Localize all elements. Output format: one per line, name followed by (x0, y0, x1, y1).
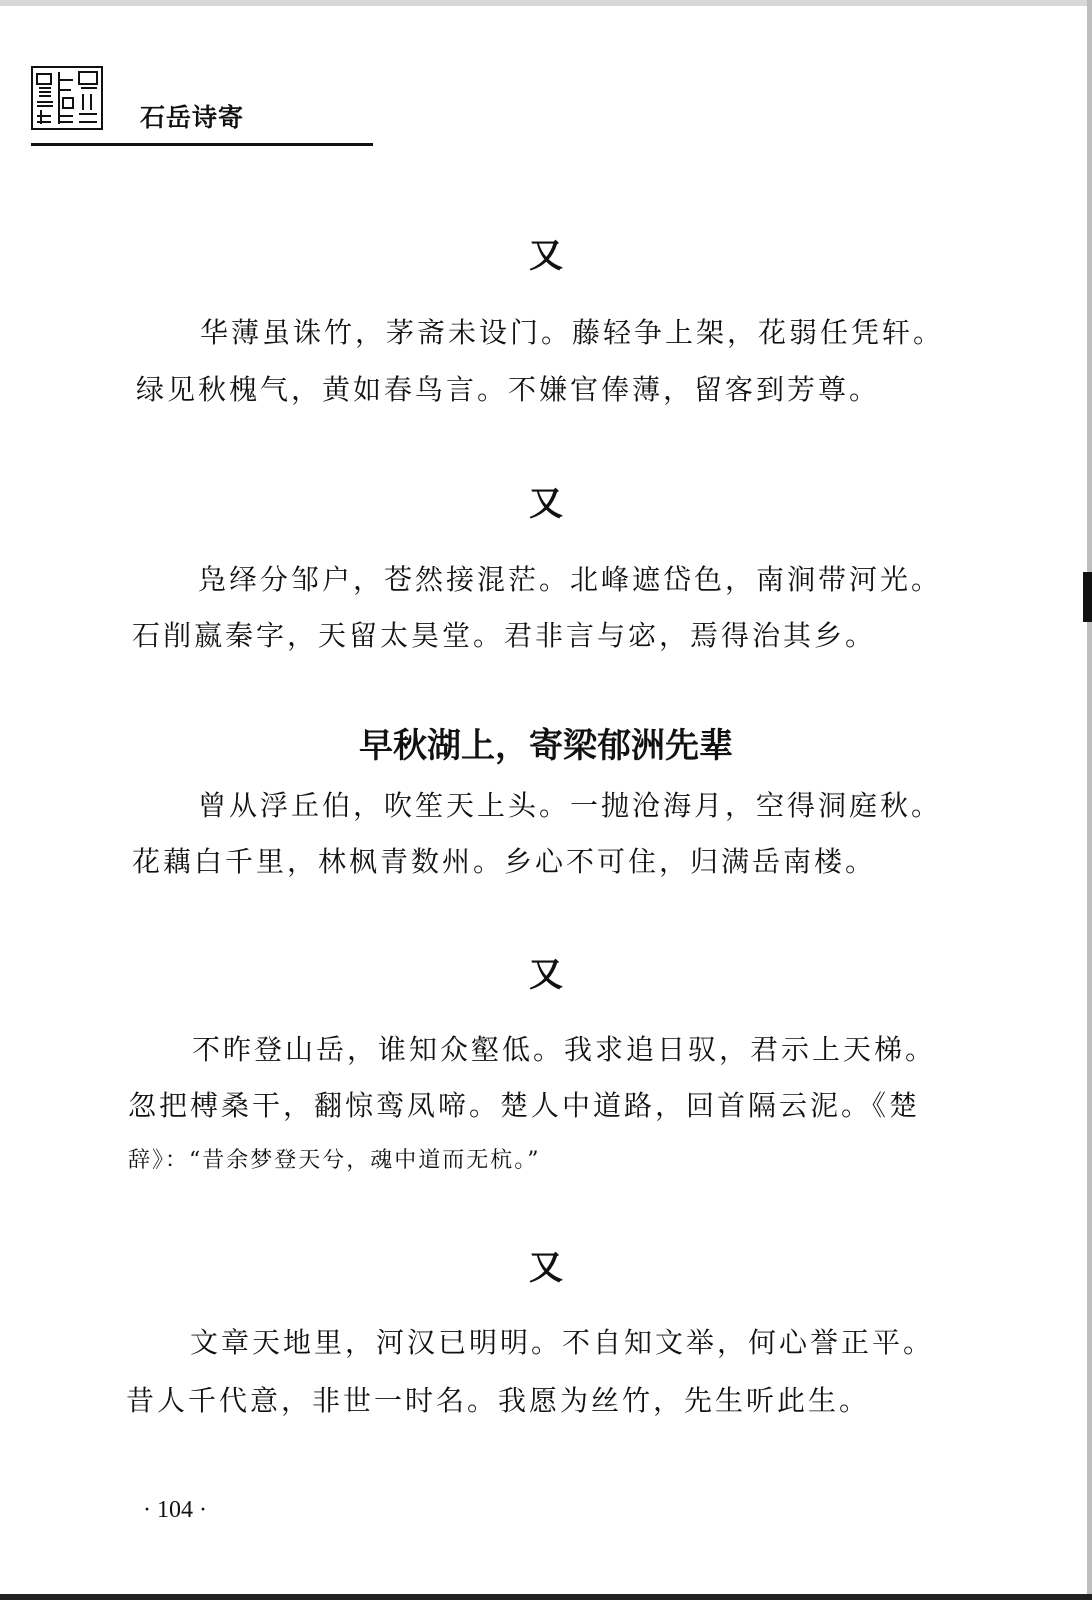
seal-stamp-icon (31, 66, 103, 130)
poem-title: 又 (529, 1248, 563, 1288)
poem-line: 不昨登山岳，谁知众壑低。我求追日驭，君示上天梯。 (192, 1033, 937, 1066)
poem-line: 华薄虽诛竹，茅斋未设门。藤轻争上架，花弱任凭轩。 (200, 316, 945, 349)
header-rule (31, 143, 373, 146)
running-header: 石岳诗寄 (140, 103, 245, 132)
poem-line: 曾从浮丘伯，吹笙天上头。一抛沧海月，空得洞庭秋。 (198, 789, 943, 822)
poem-line: 昔人千代意，非世一时名。我愿为丝竹，先生听此生。 (126, 1384, 871, 1417)
poem-title: 又 (529, 484, 563, 524)
poem-line: 花藕白千里，林枫青数州。乡心不可住，归满岳南楼。 (132, 845, 877, 878)
scan-edge-mark (1083, 572, 1092, 622)
poem-line: 忽把榑桑干，翻惊鸾凤啼。楚人中道路，回首隔云泥。《楚 (128, 1089, 921, 1122)
poem-title: 又 (529, 955, 563, 995)
poem-note: 辞》：“昔余梦登天兮，魂中道而无杭。” (128, 1148, 541, 1173)
poem-line: 绿见秋槐气，黄如春鸟言。不嫌官俸薄，留客到芳尊。 (136, 373, 881, 406)
scan-bottom-edge (0, 1594, 1092, 1600)
poem-line: 凫绎分邹户，苍然接混茫。北峰遮岱色，南涧带河光。 (198, 563, 943, 596)
page-number: · 104 · (143, 1497, 207, 1523)
poem-line: 石削嬴秦字，天留太昊堂。君非言与宓，焉得治其乡。 (132, 619, 877, 652)
poem-title: 又 (529, 236, 563, 276)
scan-top-edge (0, 0, 1092, 6)
poem-line: 文章天地里，河汉已明明。不自知文举，何心誉正平。 (190, 1326, 935, 1359)
poem-title: 早秋湖上，寄梁郁洲先辈 (359, 726, 733, 766)
